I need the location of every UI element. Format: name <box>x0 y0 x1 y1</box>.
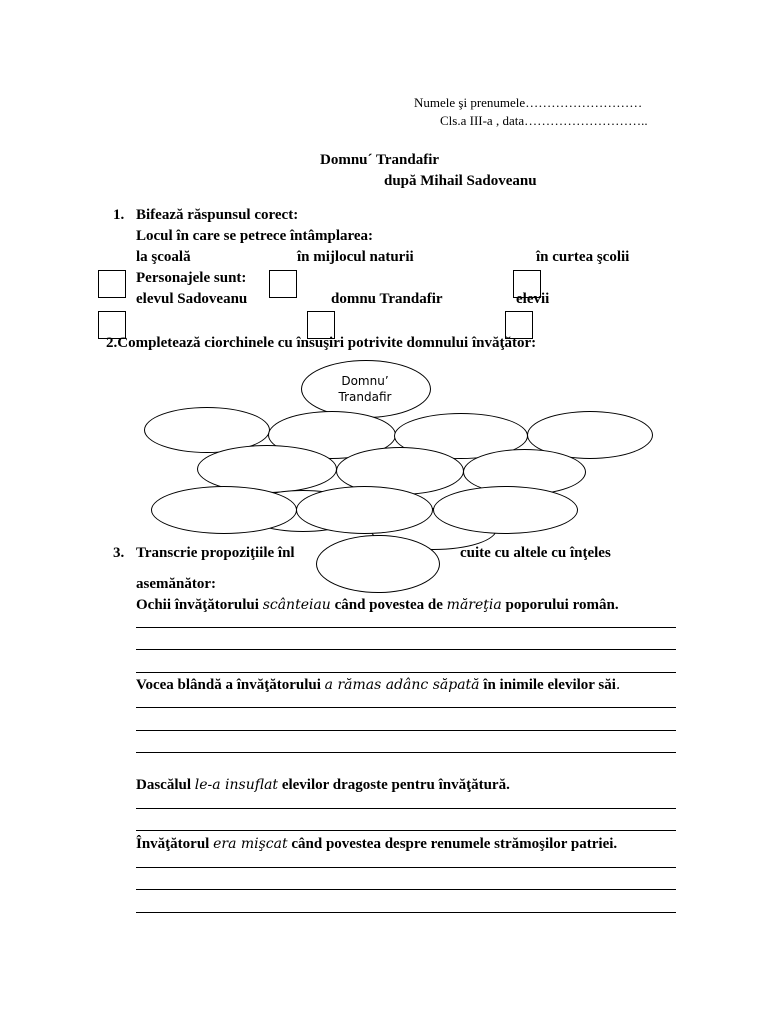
answer-line[interactable] <box>136 627 676 628</box>
ex3-instruction-b: cuite cu altele cu înţeles <box>460 545 611 561</box>
cluster-oval-r3-3[interactable] <box>433 486 578 534</box>
sentence-1-underlined-2: măreţia <box>446 597 502 613</box>
ex3-instruction-c: asemănător: <box>136 576 216 592</box>
ex1-instruction: Bifează răspunsul corect: <box>136 207 299 223</box>
ex3-number: 3. <box>113 545 125 561</box>
answer-line[interactable] <box>136 730 676 731</box>
answer-line[interactable] <box>136 867 676 868</box>
sentence-1-underlined-1: scânteiau <box>262 597 331 613</box>
ex2-instruction: 2.Completează ciorchinele cu însuşiri potrivite domnului învăţător: <box>106 335 537 351</box>
option-in-nature: în mijlocul naturii <box>297 249 414 265</box>
sentence-2: Vocea blândă a învăţătorului a rămas adânc săpată în inimile elevilor săi. <box>136 677 621 693</box>
cluster-center-line-2: Trandafir <box>338 390 392 404</box>
sentence-4-underlined: era mişcat <box>213 836 288 852</box>
option-at-school: la şcoală <box>136 249 191 265</box>
answer-line[interactable] <box>136 707 676 708</box>
cluster-oval-r3-1[interactable] <box>151 486 297 534</box>
answer-line[interactable] <box>136 808 676 809</box>
cluster-center-line-1: Domnu’ <box>341 374 389 388</box>
answer-line[interactable] <box>136 889 676 890</box>
sentence-4: Învăţătorul era mişcat când povestea despre renumele strămoşilor patriei. <box>136 836 618 852</box>
checkbox-at-school[interactable] <box>98 270 126 298</box>
answer-line[interactable] <box>136 830 676 831</box>
title-line-2: după Mihail Sadoveanu <box>384 173 537 189</box>
sentence-1: Ochii învăţătorului scânteiau când povestea de măreţia poporului român. <box>136 597 619 613</box>
sentence-3: Dascălul le-a insuflat elevilor dragoste pentru învăţătură. <box>136 777 510 793</box>
option-pupils: elevii <box>516 291 550 307</box>
ex3-instruction-a: Transcrie propoziţiile înl <box>136 545 295 561</box>
name-field <box>414 95 642 111</box>
class-dots: ……………………….. <box>524 113 648 128</box>
name-dots: ……………………… <box>525 95 643 110</box>
answer-line[interactable] <box>136 912 676 913</box>
answer-line[interactable] <box>136 649 676 650</box>
ex1-question-characters: Personajele sunt: <box>136 270 247 286</box>
sentence-2-underlined: a rămas adânc săpată <box>324 677 480 693</box>
option-trandafir: domnu Trandafir <box>331 291 443 307</box>
answer-line[interactable] <box>136 672 676 673</box>
ex1-number: 1. <box>113 207 125 223</box>
cluster-oval-bottom[interactable] <box>316 535 440 593</box>
title-line-1: Domnu´ Trandafir <box>320 152 440 168</box>
name-label: Numele şi prenumele <box>414 95 526 110</box>
cluster-oval-r3-2[interactable] <box>296 486 433 534</box>
option-sadoveanu: elevul Sadoveanu <box>136 291 248 307</box>
class-date-field <box>440 113 648 129</box>
sentence-3-underlined: le-a insuflat <box>194 777 279 793</box>
checkbox-in-nature[interactable] <box>269 270 297 298</box>
answer-line[interactable] <box>136 752 676 753</box>
cluster-center-label <box>321 373 409 405</box>
option-schoolyard: în curtea şcolii <box>536 249 630 265</box>
class-label: Cls.a III-a , data <box>440 113 525 128</box>
ex1-question-place: Locul în care se petrece întâmplarea: <box>136 228 374 244</box>
